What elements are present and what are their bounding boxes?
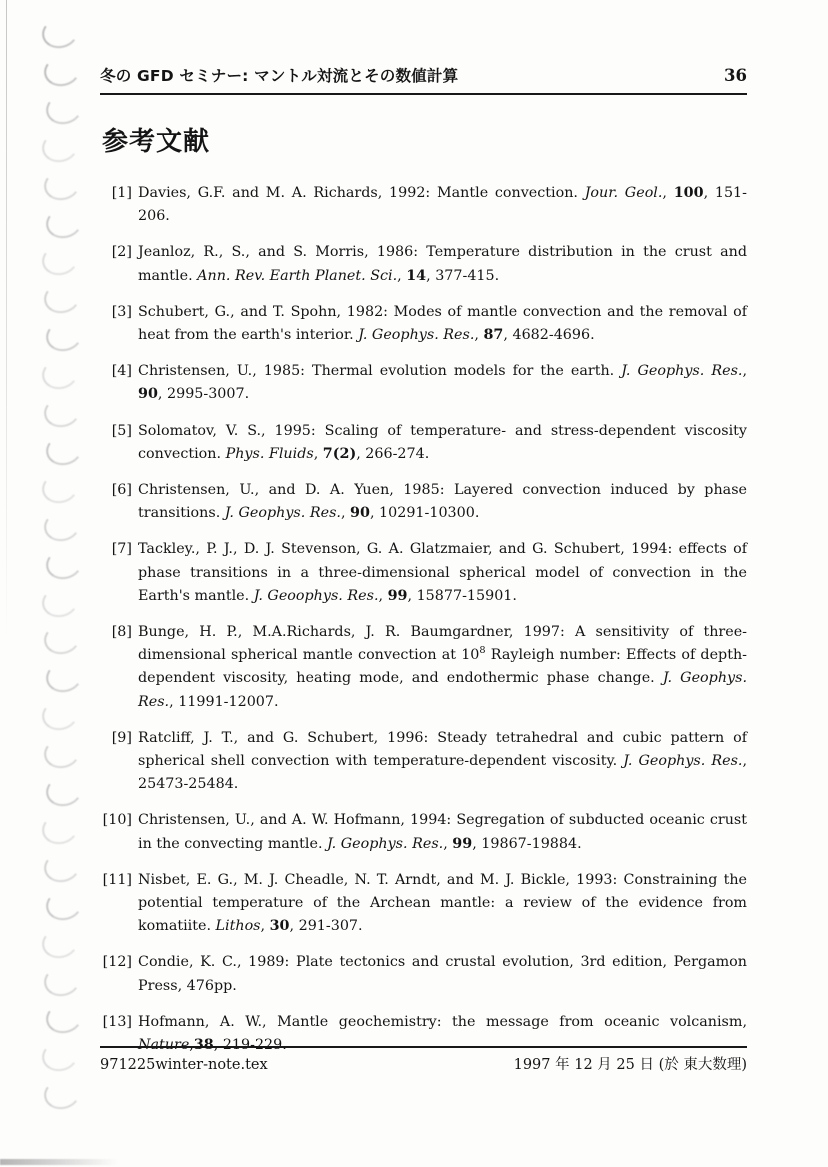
section-title: 参考文献 [102, 127, 211, 157]
reference-text: Jeanloz, R., S., and S. Morris, 1986: Temperature distribution in the crust and mantle. Ann. Rev. Earth Planet. Sci., 14, 377-415. [138, 244, 747, 284]
binding-hole [39, 697, 80, 734]
reference-item [100, 869, 747, 939]
reference-list [100, 182, 747, 1057]
reference-item [100, 951, 747, 997]
binding-hole [39, 469, 80, 506]
binding-hole [39, 242, 80, 279]
reference-label: [2] [111, 244, 132, 261]
reference-text: Nisbet, E. G., M. J. Cheadle, N. T. Arndt, and M. J. Bickle, 1993: Constraining the potential temperature of the Archean mantle: a review of the evidence from komatiite. Lithos, 30, 291-307. [138, 871, 747, 935]
binding-hole [39, 1038, 80, 1075]
binding-hole [43, 659, 84, 696]
document-page [100, 64, 747, 1070]
reference-label: [6] [111, 482, 132, 499]
footer-date: 1997 年 12 月 25 日 (於 東大数理) [513, 1057, 747, 1073]
binding-hole [39, 810, 80, 847]
reference-text: Tackley., P. J., D. J. Stevenson, G. A. Glatzmaier, and G. Schubert, 1994: effects of phase transitions in a three-dimensional spherical model of convection in the Earth's mantle. J. Geoophys. Res., 99, 15877-15901. [138, 541, 747, 604]
running-header-title: 冬の GFD セミナー: マントル対流とその数値計算 [100, 67, 459, 85]
reference-item [100, 621, 747, 714]
reference-item [100, 479, 747, 525]
binding-hole [43, 90, 84, 127]
reference-item [100, 538, 747, 608]
reference-item [100, 301, 747, 347]
binding-hole [39, 583, 80, 620]
binding-holes [0, 0, 100, 1167]
reference-label: [7] [111, 541, 132, 558]
binding-hole [41, 394, 82, 431]
reference-text: Schubert, G., and T. Spohn, 1982: Modes of mantle convection and the removal of heat from the earth's interior. J. Geophys. Res., 87, 4682-4696. [138, 303, 747, 344]
binding-hole [43, 886, 84, 923]
binding-hole [41, 507, 82, 544]
reference-label: [11] [102, 871, 132, 888]
binding-hole [39, 924, 80, 961]
reference-text: Solomatov, V. S., 1995: Scaling of temperature- and stress-dependent viscosity convection. Phys. Fluids, 7(2), 266-274. [138, 422, 747, 462]
reference-text: Condie, K. C., 1989: Plate tectonics and crustal evolution, 3rd edition, Pergamon Press, 476pp. [138, 954, 747, 994]
reference-text: Christensen, U., and A. W. Hofmann, 1994: Segregation of subducted oceanic crust in the convecting mantle. J. Geophys. Res., 99, 19867-19884. [138, 812, 747, 852]
binding-hole [41, 962, 82, 999]
binding-hole [41, 848, 82, 885]
binding-hole [41, 735, 82, 772]
scan-smudge [0, 1159, 118, 1165]
reference-text: Christensen, U., 1985: Thermal evolution models for the earth. J. Geophys. Res., 90, 2995-3007. [138, 363, 747, 403]
reference-text: Bunge, H. P., M.A.Richards, J. R. Baumgardner, 1997: A sensitivity of three-dimensional spherical mantle convection at $10^8$ Rayleigh number: Effects of depth-dependent viscosity, heating mode, and endothermic phase change. J. Geophys. Res., 11991-12007. [138, 624, 747, 710]
reference-label: [4] [111, 363, 132, 380]
binding-hole [43, 545, 84, 582]
reference-label: [9] [111, 729, 132, 746]
binding-hole [39, 15, 80, 52]
reference-label: [5] [111, 422, 132, 439]
reference-text: Hofmann, A. W., Mantle geochemistry: the message from oceanic volcanism, Nature,38, 219-229. [138, 1013, 747, 1054]
reference-label: [10] [102, 812, 132, 829]
reference-item [100, 727, 747, 797]
reference-label: [3] [111, 303, 132, 320]
reference-item [100, 420, 747, 466]
binding-hole [41, 166, 82, 203]
binding-hole [43, 773, 84, 810]
binding-hole [39, 128, 80, 165]
reference-label: [8] [111, 624, 132, 641]
reference-item [100, 809, 747, 855]
binding-hole [41, 1076, 82, 1113]
reference-label: [12] [102, 954, 132, 971]
reference-text: Ratcliff, J. T., and G. Schubert, 1996: Steady tetrahedral and cubic pattern of spherical shell convection with temperature-dependent viscosity. J. Geophys. Res., 25473-25484. [138, 729, 748, 793]
footer-filename: 971225winter-note.tex [100, 1057, 268, 1073]
reference-label: [13] [102, 1013, 132, 1030]
reference-label: [1] [111, 185, 132, 201]
binding-hole [39, 356, 80, 393]
binding-hole [43, 1000, 84, 1037]
reference-item [100, 241, 747, 287]
scan-edge-line [6, 0, 7, 640]
reference-item [100, 182, 747, 228]
reference-text: Christensen, U., and D. A. Yuen, 1985: Layered convection induced by phase transitions. J. Geophys. Res., 90, 10291-10300. [138, 482, 747, 522]
reference-item [100, 360, 747, 406]
reference-text: Davies, G.F. and M. A. Richards, 1992: Mantle convection. Jour. Geol., 100, 151-206. [138, 185, 747, 225]
binding-hole [43, 204, 84, 241]
page-header [100, 64, 747, 95]
binding-hole [41, 280, 82, 317]
binding-hole [43, 318, 84, 355]
page-footer [100, 1046, 747, 1074]
page-number: 36 [724, 66, 747, 85]
binding-hole [43, 431, 84, 468]
binding-hole [41, 621, 82, 658]
binding-hole [41, 52, 82, 89]
